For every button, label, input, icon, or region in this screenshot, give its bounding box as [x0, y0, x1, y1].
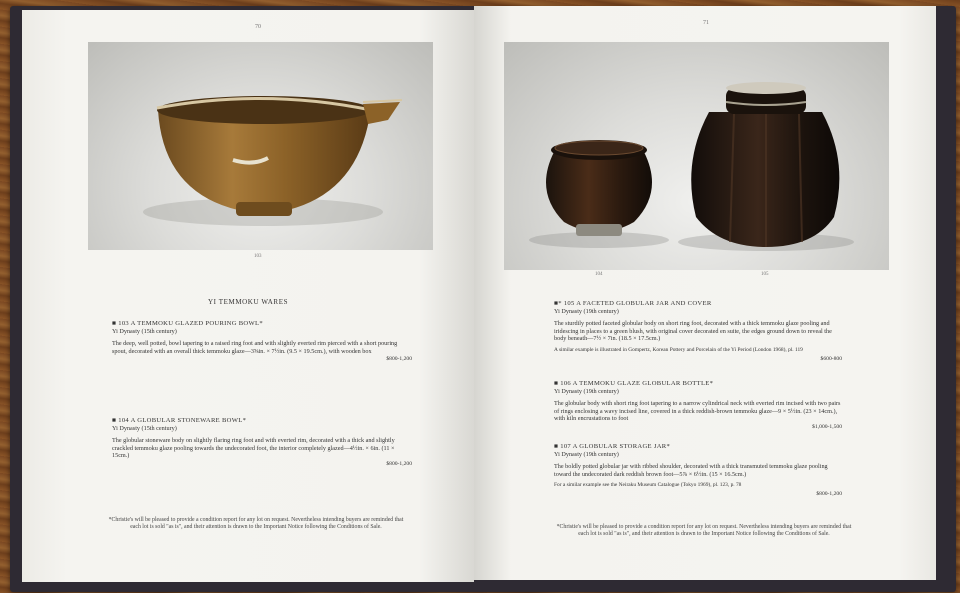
lot-title: ■ 106 A TEMMOKU GLAZE GLOBULAR BOTTLE* [554, 380, 714, 387]
condition-footnote: *Christie's will be pleased to provide a condition report for any lot on request. Nevertheless intending buyers are reminded that each lot is sold "as is", and their attention is drawn to the Important Notice following the Conditions of Sale. [108, 517, 404, 531]
lot-103 [112, 320, 412, 364]
left-page [22, 10, 474, 582]
right-page [474, 6, 936, 580]
lot-title: ■* 105 A FACETED GLOBULAR JAR AND COVER [554, 300, 712, 307]
lot-period: Yi Dynasty (19th century) [554, 387, 619, 395]
lot-104 [112, 417, 412, 469]
pouring-bowl-image [88, 42, 433, 250]
lot-period: Yi Dynasty (19th century) [554, 307, 619, 315]
lot-estimate: $800-1,200 [386, 460, 412, 467]
page-number: 71 [703, 20, 709, 26]
jars-image [504, 42, 889, 270]
lot-description: The globular body with short ring foot tapering to a narrow cylindrical neck with everted rim incised with two pairs of rings enclosing a wavy incised line, covered in a thick reddish-brown temmoku glaze—9 × 5½in. (23 × 14cm.), with kiln encrustations to foot [554, 400, 841, 423]
photo-caption: 105 [761, 272, 769, 277]
photo-caption: 103 [254, 254, 262, 259]
lot-note: A similar example is illustrated in Gompertz, Korean Pottery and Porcelain of the Yi Period (London 1968), pl. 119 [554, 346, 803, 353]
jars-photo [504, 42, 889, 270]
lot-107 [554, 443, 842, 499]
lot-estimate: $800-1,200 [386, 356, 412, 363]
lot-estimate: $600-800 [820, 355, 842, 362]
lot-title: ■ 103 A TEMMOKU GLAZED POURING BOWL* [112, 320, 263, 327]
lot-title: ■ 107 A GLOBULAR STORAGE JAR* [554, 443, 671, 450]
section-heading: YI TEMMOKU WARES [207, 298, 289, 306]
lot-estimate: $800-1,200 [816, 490, 842, 497]
lot-description: The boldly potted globular jar with ribbed shoulder, decorated with a thick transmuted temmoku glaze pooling toward the undecorated dark reddish brown foot—5⅞ × 6½in. (15 × 16.5cm.) [554, 463, 828, 478]
lot-106 [554, 380, 842, 432]
lot-note: For a similar example see the Neiraku Museum Catalogue (Tokyo 1969), pl. 123, p. 78 [554, 482, 742, 489]
lot-period: Yi Dynasty (15th century) [112, 424, 177, 432]
lot-period: Yi Dynasty (19th century) [554, 450, 619, 458]
lot-description: The deep, well potted, bowl tapering to a raised ring foot and with slightly everted rim pierced with a short pouring spout, decorated with an overall thick temmoku glaze—3⅝in. × 7½in. (9.5 × 19.5cm.), with wooden box [112, 340, 398, 355]
lot-description: The sturdily potted faceted globular body on short ring foot, decorated with a thick temmoku glaze pooling and iridescing in places to a green blush, with original cover decorated en suite, the edges ground down to reveal the body beneath—7½ × 7in. (18.5 × 17.5cm.) [554, 320, 832, 343]
photo-caption: 104 [595, 272, 603, 277]
lot-description: The globular stoneware body on slightly flaring ring foot and with everted rim, decorated with a thick and slightly crackled temmoku glaze pooling towards the undecorated foot, the interior completely glazed—4½in. × 6in. (11 × 15cm.) [112, 437, 395, 460]
page-number: 70 [255, 24, 261, 30]
lot-estimate: $1,000-1,500 [812, 423, 842, 430]
lot-period: Yi Dynasty (15th century) [112, 327, 177, 335]
lot-title: ■ 104 A GLOBULAR STONEWARE BOWL* [112, 417, 247, 424]
condition-footnote: *Christie's will be pleased to provide a condition report for any lot on request. Nevertheless intending buyers are reminded that each lot is sold "as is", and their attention is drawn to the Important Notice following the Conditions of Sale. [556, 524, 852, 538]
pouring-bowl-photo [88, 42, 433, 250]
lot-105 [554, 300, 842, 363]
